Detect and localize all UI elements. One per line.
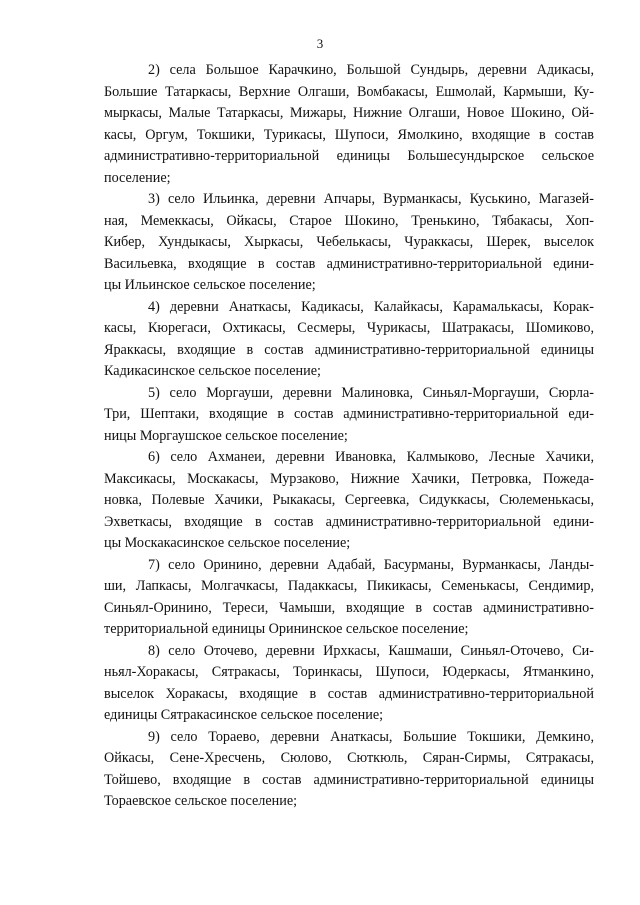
page-number: 3 (316, 36, 324, 51)
text-line: цы Ильинское сельское поселение; (104, 277, 316, 293)
text-line: Синьял-Оринино, Тереси, Чамыши, входящие в состав административно- (104, 599, 594, 616)
paragraph (104, 60, 594, 189)
text-line: 9) село Тораево, деревни Анаткасы, Большие Токшики, Демкино, (148, 728, 594, 745)
paragraph (104, 189, 594, 297)
text-line: 4) деревни Анаткасы, Кадикасы, Калайкасы, Карамалькасы, Корак- (148, 298, 594, 315)
text-line: поселение; (104, 169, 171, 186)
text-line: Большие Татаркасы, Верхние Олгаши, Вомбакасы, Ешмолай, Кармыши, Ку- (104, 83, 594, 100)
text-line: 3) село Ильинка, деревни Апчары, Вурманкасы, Куськино, Магазей- (148, 191, 594, 207)
paragraph (104, 641, 594, 727)
text-line: территориальной единицы Орининское сельское поселение; (104, 621, 469, 637)
text-line: Эхветкасы, входящие в состав административно-территориальной едини- (104, 513, 594, 530)
paragraph (104, 555, 594, 641)
paragraph (104, 447, 594, 555)
text-line: цы Москакасинское сельское поселение; (104, 535, 351, 551)
text-line: Три, Шептаки, входящие в состав административно-территориальной еди- (104, 406, 594, 422)
text-line: Тораевское сельское поселение; (104, 793, 298, 809)
text-line: 2) села Большое Карачкино, Большой Сундырь, деревни Адикасы, (148, 62, 594, 78)
text-line: 8) село Оточево, деревни Ирхкасы, Кашмаши, Синьял-Оточево, Си- (148, 642, 594, 659)
text-line: Васильевка, входящие в состав административно-территориальной едини- (104, 255, 594, 272)
text-line: ницы Моргаушское сельское поселение; (104, 427, 348, 444)
text-line: единицы Сятракасинское сельское поселение; (104, 707, 384, 723)
text-line: новка, Полевые Хачики, Рыкакасы, Сергеевка, Сидуккасы, Сюлеменькасы, (104, 492, 594, 508)
paragraph (104, 297, 594, 383)
paragraph (104, 727, 594, 813)
text-line: Максикасы, Москакасы, Мурзаково, Нижние Хачики, Петровка, Пожеда- (104, 470, 594, 487)
text-line: касы, Оргум, Токшики, Турикасы, Шупоси, Ямолкино, входящие в состав (104, 126, 594, 143)
text-line: Тойшево, входящие в состав административно-территориальной единицы (104, 771, 594, 788)
text-line: выселок Хоракасы, входящие в состав административно-территориальной (104, 685, 594, 702)
document-body (104, 60, 594, 813)
text-line: Кибер, Хундыкасы, Хыркасы, Чебелькасы, Чураккасы, Шерек, выселок (104, 234, 594, 250)
text-line: 6) село Ахманеи, деревни Ивановка, Калмыково, Лесные Хачики, (148, 449, 594, 465)
text-line: ши, Лапкасы, Молгачкасы, Падаккасы, Пикикасы, Семенькасы, Сендимир, (104, 578, 594, 594)
text-line: 7) село Оринино, деревни Адабай, Басурманы, Вурманкасы, Ланды- (148, 556, 594, 573)
text-line: Ойкасы, Сене-Хресчень, Сюлово, Сюткюль, Сяран-Сирмы, Сятракасы, (104, 750, 594, 766)
text-line: мыркасы, Малые Татаркасы, Мижары, Нижние Олгаши, Новое Шокино, Ой- (104, 105, 594, 121)
text-line: 5) село Моргауши, деревни Малиновка, Синьял-Моргауши, Сюрла- (148, 384, 594, 401)
text-line: ньял-Хоракасы, Сятракасы, Торинкасы, Шупоси, Юдеркасы, Ятманкино, (104, 664, 594, 680)
text-line: ная, Мемеккасы, Ойкасы, Старое Шокино, Тренькино, Тябакасы, Хоп- (104, 212, 594, 229)
text-line: административно-территориальной единицы Большесундырское сельское (104, 148, 594, 164)
text-line: Кадикасинское сельское поселение; (104, 363, 321, 379)
text-line: Яраккасы, входящие в состав административно-территориальной единицы (104, 341, 594, 358)
paragraph (104, 383, 594, 448)
text-line: касы, Кюрегаси, Охтикасы, Сесмеры, Чурикасы, Шатракасы, Шомиково, (104, 320, 594, 336)
